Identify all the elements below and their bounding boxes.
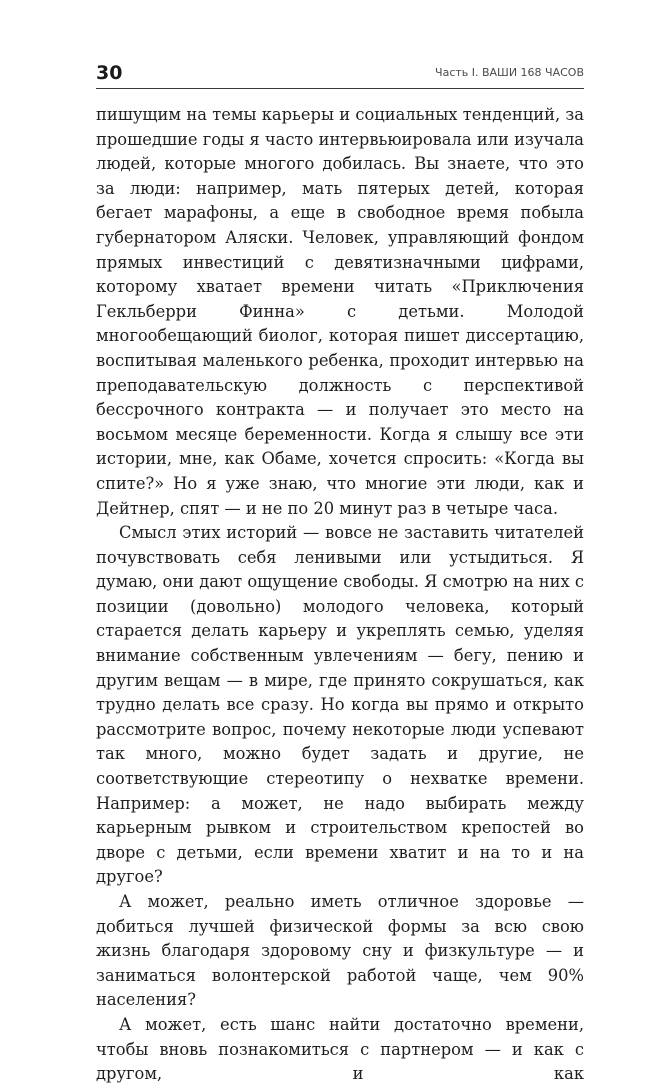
- page-number: 30: [96, 62, 123, 84]
- header-rule: [96, 88, 584, 89]
- page-header: [96, 62, 584, 90]
- paragraph: А может, реально иметь отличное здоровье — добиться лучшей физической формы за всю свою жизнь благодаря здоровому сну и физкультуре — и заниматься волонтерской работой чаще, чем 90% населения?: [96, 892, 584, 1010]
- paragraph: Смысл этих историй — вовсе не заставить читателей почувствовать себя ленивыми или устыдиться. Я думаю, они дают ощущение свободы. Я смотрю на них с позиции (довольно) молодого человека, который старается делать карьеру и укреплять семью, уделяя внимание собственным увлечениям — бегу, пению и другим вещам — в мире, где принято сокрушаться, как трудно делать все сразу. Но когда вы прямо и открыто рассмотрите вопрос, почему некоторые люди успевают так много, можно будет задать и другие, не соответствующие стереотипу о нехватке времени. Например: а может, не надо выбирать между карьерным рывком и строительством крепостей во дворе с детьми, если времени хватит и на то и на другое?: [96, 523, 584, 887]
- body-text: [96, 103, 584, 1087]
- paragraph-continues: А может, есть шанс найти достаточно времени, чтобы вновь познакомиться с партнером — и как с другом, и как: [96, 1014, 584, 1084]
- paragraph-continued: пишущим на темы карьеры и социальных тенденций, за прошедшие годы я часто интервьюировала или изучала людей, которые многого добилась. Вы знаете, что это за люди: например, мать пятерых детей, которая бегает марафоны, а еще в свободное время побыла губернатором Аляски. Человек, управляющий фондом прямых инвестиций с девятизначными цифрами, которому хватает времени читать «Приключения Гекльберри Финна» с детьми. Молодой многообещающий биолог, которая пишет диссертацию, воспитывая маленького ребенка, проходит интервью на преподавательскую должность с перспективой бессрочного контракта — и получает это место на восьмом месяце беременности. Когда я слышу все эти истории, мне, как Обаме, хочется спросить: «Когда вы спите?» Но я уже знаю, что многие эти люди, как и Дейтнер, спят — и не по 20 минут раз в четыре часа.: [96, 105, 584, 518]
- running-head: Часть I. ВАШИ 168 ЧАСОВ: [435, 66, 584, 79]
